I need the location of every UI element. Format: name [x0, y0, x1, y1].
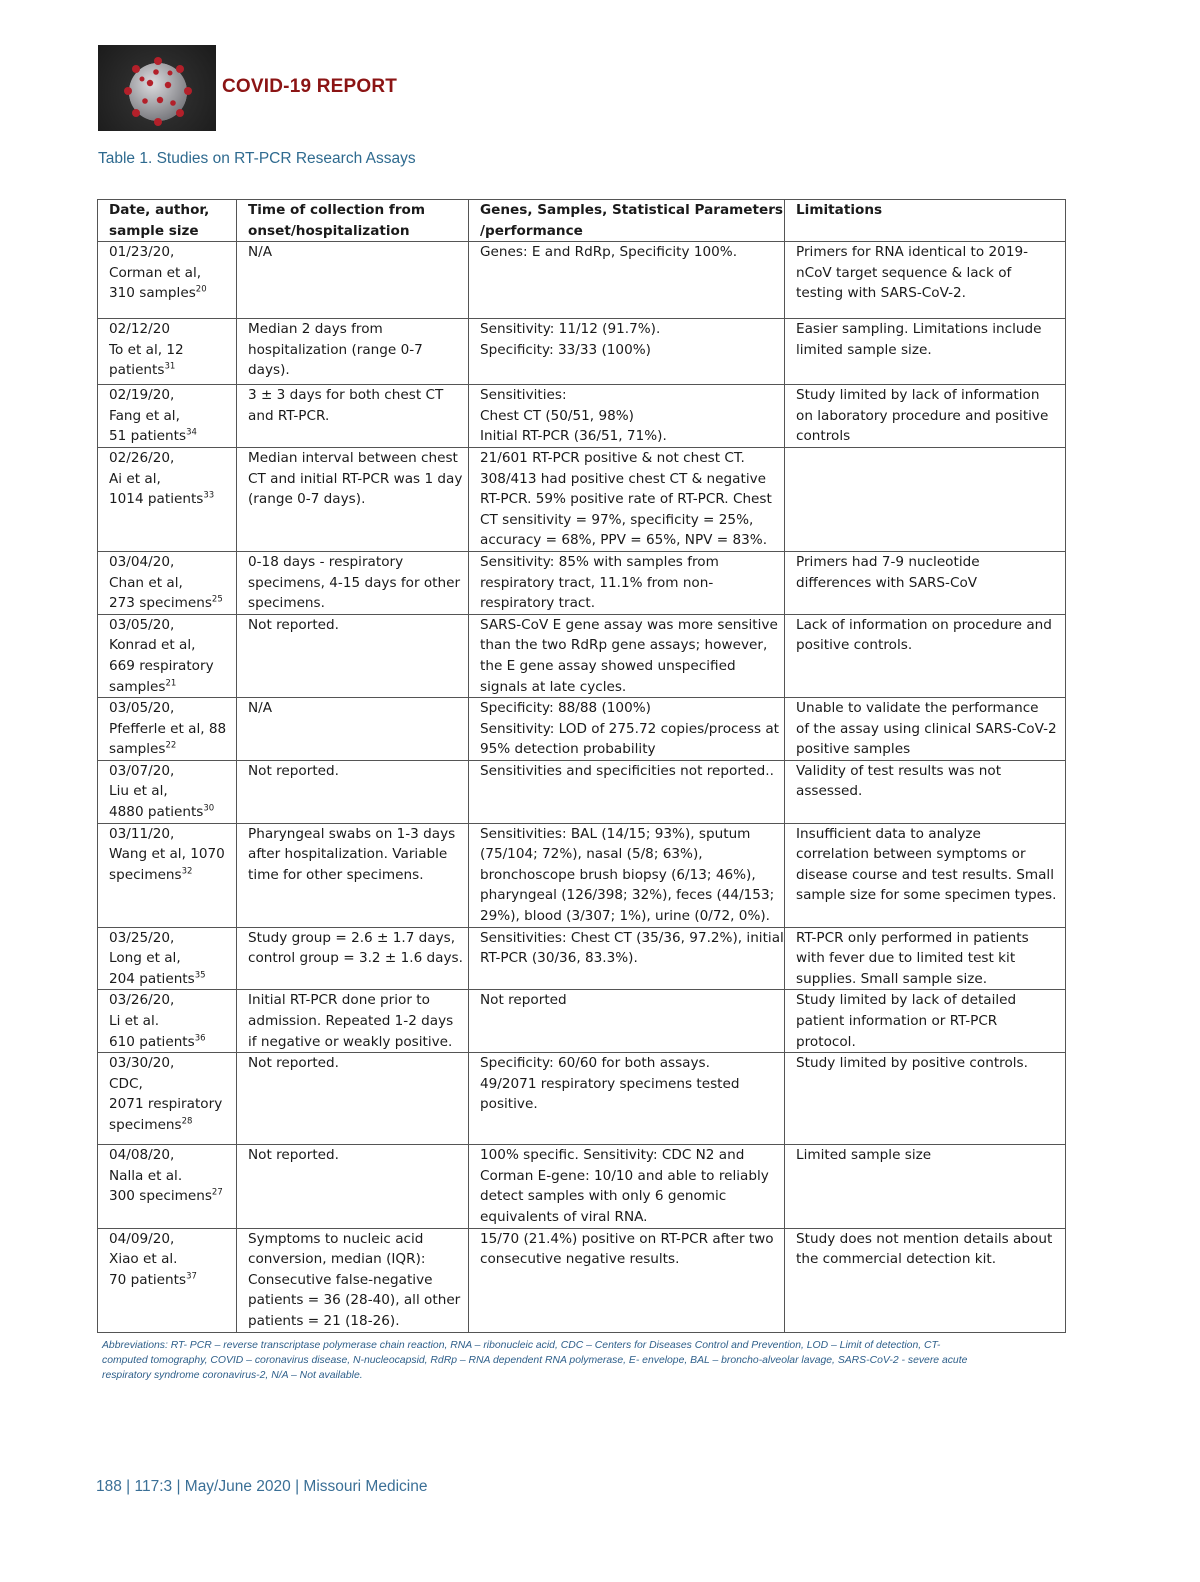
cell-line: 04/08/20,	[109, 1147, 175, 1164]
cell-line: Long et al,	[109, 950, 181, 967]
table-cell	[469, 698, 785, 761]
cell-line: control group = 3.2 ± 1.6 days.	[248, 950, 463, 967]
table-cell	[785, 823, 1066, 927]
reference-superscript: 36	[194, 1033, 206, 1044]
cell-line: 3 ± 3 days for both chest CT	[248, 387, 444, 404]
cell-line: 03/04/20,	[109, 553, 175, 570]
cell-line: 273 specimens$^{25}$	[109, 594, 223, 612]
cell-line: Insufficient data to analyze	[796, 825, 981, 842]
table-cell	[785, 385, 1066, 448]
cell-line: Validity of test results was not	[796, 762, 1002, 779]
cell-line: CT sensitivity = 97%, specificity = 25%,	[480, 511, 754, 528]
cell-line: 03/11/20,	[109, 825, 175, 842]
cell-line: Study group = 2.6 ± 1.7 days,	[248, 929, 456, 946]
header-line: sample size	[109, 222, 199, 239]
cell-line: with fever due to limited test kit	[796, 950, 1016, 967]
table-cell	[237, 447, 469, 551]
cell-line: Xiao et al.	[109, 1251, 178, 1268]
cell-line: 04/09/20,	[109, 1230, 175, 1247]
coronavirus-image	[98, 45, 216, 131]
cell-line: N/A	[248, 244, 273, 261]
table-cell	[785, 242, 1066, 319]
cell-line: Nalla et al.	[109, 1167, 183, 1184]
table-row	[98, 1053, 1066, 1145]
cell-line: Sensitivities: Chest CT (35/36, 97.2%), initial	[480, 929, 784, 946]
cell-line: 03/05/20,	[109, 616, 175, 633]
cell-line: Limited sample size	[796, 1147, 932, 1164]
table-cell	[785, 698, 1066, 761]
cell-line: 01/23/20,	[109, 244, 175, 261]
cell-line: specimens$^{28}$	[109, 1116, 193, 1133]
table-cell	[237, 823, 469, 927]
table-cell	[237, 242, 469, 319]
cell-line: Not reported.	[248, 1055, 339, 1072]
table-cell	[98, 385, 237, 448]
cell-line: days).	[248, 362, 290, 379]
cell-line: Sensitivity: 85% with samples from	[480, 553, 719, 570]
table-cell	[237, 927, 469, 990]
cell-line: Specificity: 88/88 (100%)	[480, 700, 651, 717]
table-cell	[237, 1145, 469, 1228]
cell-line: 4880 patients$^{30}$	[109, 803, 215, 821]
cell-line: detect samples with only 6 genomic	[480, 1188, 727, 1205]
table-body	[98, 242, 1066, 1332]
cell-line: Lack of information on procedure and	[796, 616, 1052, 633]
cell-line: Sensitivities and specificities not reported..	[480, 762, 774, 779]
table-cell	[98, 698, 237, 761]
table-row	[98, 823, 1066, 927]
cell-line: accuracy = 68%, PPV = 65%, NPV = 83%.	[480, 532, 768, 549]
table-cell	[237, 760, 469, 823]
cell-line: 610 patients$^{36}$	[109, 1033, 206, 1050]
table-cell	[469, 319, 785, 385]
table-cell	[98, 990, 237, 1053]
cell-line: positive controls.	[796, 637, 913, 654]
cell-line: Initial RT-PCR (36/51, 71%).	[480, 428, 667, 445]
cell-line: Primers for RNA identical to 2019-	[796, 244, 1029, 261]
cell-line: 308/413 had positive chest CT & negative	[480, 470, 767, 487]
table-row	[98, 698, 1066, 761]
cell-line: pharyngeal (126/398; 32%), feces (44/153;	[480, 887, 775, 904]
cell-line: Li et al.	[109, 1013, 160, 1029]
table-cell	[469, 385, 785, 448]
cell-line: 49/2071 respiratory specimens tested	[480, 1075, 740, 1092]
cell-line: Study limited by positive controls.	[796, 1055, 1028, 1072]
cell-line: limited sample size.	[796, 341, 932, 358]
cell-line: Chest CT (50/51, 98%)	[480, 407, 634, 424]
reference-superscript: 20	[195, 284, 207, 295]
cell-line: bronchoscope brush biopsy (6/13; 46%),	[480, 866, 756, 883]
cell-line: Corman E-gene: 10/10 and able to reliably	[480, 1167, 769, 1184]
cell-line: (75/104; 72%), nasal (5/8; 63%),	[480, 846, 703, 863]
cell-line: Pharyngeal swabs on 1-3 days	[248, 825, 456, 842]
cell-line: Symptoms to nucleic acid	[248, 1230, 424, 1247]
table-cell	[98, 1145, 237, 1228]
cell-line: 0-18 days - respiratory	[248, 553, 404, 570]
cell-line: specimens.	[248, 595, 325, 612]
cell-line: samples$^{21}$	[109, 677, 177, 695]
cell-line: RT-PCR (30/36, 83.3%).	[480, 950, 638, 967]
cell-line: disease course and test results. Small	[796, 866, 1054, 883]
table-cell	[785, 614, 1066, 697]
cell-line: 300 specimens$^{27}$	[109, 1187, 223, 1205]
table-cell	[469, 1053, 785, 1145]
cell-line: Study does not mention details about	[796, 1230, 1053, 1247]
cell-line: Chan et al,	[109, 574, 183, 591]
reference-superscript: 27	[211, 1187, 223, 1198]
cell-line: RT-PCR. 59% positive rate of RT-PCR. Chest	[480, 491, 772, 508]
table-cell	[785, 927, 1066, 990]
cell-line: nCoV target sequence & lack of	[796, 264, 1012, 281]
table-cell	[785, 760, 1066, 823]
cell-line: Study limited by lack of detailed	[796, 992, 1017, 1009]
table-header-row	[98, 200, 1066, 242]
cell-line: 21/601 RT-PCR positive & not chest CT.	[480, 449, 745, 466]
table-row	[98, 551, 1066, 614]
table-cell	[237, 990, 469, 1053]
cell-line: 15/70 (21.4%) positive on RT-PCR after two	[480, 1230, 774, 1247]
table-row	[98, 447, 1066, 551]
table-cell	[98, 823, 237, 927]
cell-line: of the assay using clinical SARS-CoV-2	[796, 720, 1057, 737]
table-cell	[98, 242, 237, 319]
abbreviation-line: computed tomography, COVID – coronavirus disease, N-nucleocapsid, RdRp – RNA dependent RNA polymerase, E- envelope, BAL – broncho-alveolar lavage, SARS-CoV-2 - severe acute	[102, 1354, 968, 1366]
cell-line: the E gene assay showed unspecified	[480, 657, 736, 674]
table-cell	[785, 319, 1066, 385]
cell-line: 29%), blood (3/307; 1%), urine (0/72, 0%).	[480, 908, 770, 925]
header-line: Time of collection from	[248, 202, 426, 218]
cell-line: Initial RT-PCR done prior to	[248, 992, 430, 1009]
cell-line: protocol.	[796, 1033, 856, 1050]
cell-line: specimens, 4-15 days for other	[248, 574, 461, 591]
cell-line: 70 patients$^{37}$	[109, 1271, 197, 1288]
cell-line: 204 patients$^{35}$	[109, 970, 206, 987]
table-cell	[785, 1053, 1066, 1145]
cell-line: on laboratory procedure and positive	[796, 407, 1049, 424]
cell-line: Sensitivity: LOD of 275.72 copies/process at	[480, 720, 780, 737]
table-cell	[237, 1053, 469, 1145]
cell-line: supplies. Small sample size.	[796, 970, 988, 987]
cell-line: To et al, 12	[109, 341, 184, 358]
reference-superscript: 22	[165, 740, 177, 751]
cell-line: 03/05/20,	[109, 700, 175, 717]
cell-line: Corman et al,	[109, 264, 202, 281]
cell-line: Specificity: 60/60 for both assays.	[480, 1055, 710, 1072]
cell-line: Wang et al, 1070	[109, 846, 225, 863]
cell-line: Fang et al,	[109, 407, 180, 424]
cell-line: Genes: E and RdRp, Specificity 100%.	[480, 244, 738, 261]
cell-line: patients$^{31}$	[109, 361, 176, 379]
cell-line: CT and initial RT-PCR was 1 day	[248, 470, 463, 487]
table-cell	[469, 927, 785, 990]
cell-line: time for other specimens.	[248, 866, 424, 883]
table-cell	[785, 1145, 1066, 1228]
cell-line: 669 respiratory	[109, 657, 214, 674]
reference-superscript: 21	[165, 677, 177, 688]
table-caption: Table 1. Studies on RT-PCR Research Assays	[98, 150, 416, 167]
cell-line: 03/30/20,	[109, 1055, 175, 1072]
table-cell	[469, 1145, 785, 1228]
reference-superscript: 33	[203, 490, 215, 501]
table-cell	[785, 551, 1066, 614]
cell-line: 2071 respiratory	[109, 1096, 223, 1113]
table-cell	[98, 760, 237, 823]
header-line: Limitations	[796, 202, 883, 218]
cell-line: 51 patients$^{34}$	[109, 427, 197, 445]
table-cell	[469, 990, 785, 1053]
cell-line: testing with SARS-CoV-2.	[796, 285, 966, 302]
cell-line: SARS-CoV E gene assay was more sensitive	[480, 616, 778, 633]
table-row	[98, 1228, 1066, 1332]
table-cell	[98, 319, 237, 385]
cell-line: 95% detection probability	[480, 741, 656, 758]
table-cell	[98, 551, 237, 614]
cell-line: admission. Repeated 1-2 days	[248, 1013, 454, 1029]
cell-line: Ai et al,	[109, 470, 161, 487]
cell-line: respiratory tract, 11.1% from non-	[480, 574, 714, 591]
table-cell	[237, 1228, 469, 1332]
table-cell	[785, 447, 1066, 551]
column-header	[98, 200, 237, 242]
cell-line: Study limited by lack of information	[796, 387, 1040, 404]
table-cell	[98, 1053, 237, 1145]
cell-line: conversion, median (IQR):	[248, 1251, 426, 1268]
table-row	[98, 927, 1066, 990]
cell-line: patient information or RT-PCR	[796, 1013, 998, 1029]
cell-line: 02/19/20,	[109, 387, 175, 404]
cell-line: 310 samples$^{20}$	[109, 284, 207, 302]
header-line: Date, author,	[109, 202, 210, 218]
cell-line: 1014 patients$^{33}$	[109, 490, 215, 508]
cell-line: Not reported.	[248, 762, 339, 779]
cell-line: consecutive negative results.	[480, 1251, 680, 1268]
reference-superscript: 30	[203, 803, 215, 814]
column-header	[237, 200, 469, 242]
studies-table	[97, 199, 1066, 1333]
cell-line: correlation between symptoms or	[796, 846, 1026, 863]
cell-line: Liu et al,	[109, 783, 168, 800]
cell-line: RT-PCR only performed in patients	[796, 929, 1029, 946]
cell-line: positive samples	[796, 741, 911, 758]
cell-line: 02/26/20,	[109, 449, 175, 466]
cell-line: specimens$^{32}$	[109, 866, 193, 883]
table-cell	[237, 319, 469, 385]
cell-line: Sensitivities:	[480, 387, 567, 404]
abbreviation-line: Abbreviations: RT- PCR – reverse transcriptase polymerase chain reaction, RNA – ribonucleic acid, CDC – Centers for Diseases Control and Prevention, LOD – Limit of detection, CT-	[102, 1340, 941, 1351]
cell-line: signals at late cycles.	[480, 678, 627, 695]
table-cell	[237, 385, 469, 448]
cell-line: Unable to validate the performance	[796, 700, 1039, 717]
cell-line: after hospitalization. Variable	[248, 846, 448, 863]
cell-line: Konrad et al,	[109, 637, 196, 654]
reference-superscript: 25	[211, 594, 223, 605]
cell-line: patients = 36 (28-40), all other	[248, 1292, 461, 1309]
reference-superscript: 31	[164, 361, 176, 372]
cell-line: Specificity: 33/33 (100%)	[480, 341, 651, 358]
table-cell	[98, 1228, 237, 1332]
cell-line: the commercial detection kit.	[796, 1251, 997, 1268]
table-row	[98, 760, 1066, 823]
cell-line: and RT-PCR.	[248, 407, 330, 424]
cell-line: assessed.	[796, 783, 863, 800]
table-cell	[98, 614, 237, 697]
table-row	[98, 1145, 1066, 1228]
reference-superscript: 28	[181, 1116, 193, 1127]
table-cell	[237, 698, 469, 761]
column-header	[469, 200, 785, 242]
table-cell	[469, 551, 785, 614]
cell-line: respiratory tract.	[480, 595, 596, 612]
cell-line: Primers had 7-9 nucleotide	[796, 553, 980, 570]
table-cell	[785, 1228, 1066, 1332]
table-cell	[98, 447, 237, 551]
cell-line: equivalents of viral RNA.	[480, 1208, 648, 1225]
table-row	[98, 385, 1066, 448]
cell-line: Sensitivities: BAL (14/15; 93%), sputum	[480, 825, 751, 842]
cell-line: Median 2 days from	[248, 321, 383, 338]
table-row	[98, 242, 1066, 319]
reference-superscript: 37	[186, 1271, 197, 1282]
cell-line: controls	[796, 428, 851, 445]
cell-line: patients = 21 (18-26).	[248, 1312, 400, 1329]
cell-line: Pfefferle et al, 88	[109, 720, 227, 737]
table-row	[98, 319, 1066, 385]
cell-line: than the two RdRp gene assays; however,	[480, 637, 768, 654]
header-line: Genes, Samples, Statistical Parameters	[480, 202, 784, 218]
cell-line: N/A	[248, 700, 273, 717]
table-cell	[237, 614, 469, 697]
reference-superscript: 34	[186, 427, 197, 438]
reference-superscript: 35	[194, 970, 206, 981]
table-cell	[469, 1228, 785, 1332]
table-row	[98, 990, 1066, 1053]
cell-line: samples$^{22}$	[109, 740, 177, 758]
table-cell	[469, 760, 785, 823]
page-footer: 188 | 117:3 | May/June 2020 | Missouri Medicine	[96, 1478, 428, 1495]
table-cell	[469, 614, 785, 697]
abbreviation-line: respiratory syndrome coronavirus-2, N/A – Not available.	[102, 1369, 363, 1381]
report-title: COVID-19 REPORT	[222, 76, 398, 97]
cell-line: Sensitivity: 11/12 (91.7%).	[480, 321, 661, 338]
header-line: onset/hospitalization	[248, 222, 410, 239]
cell-line: 03/25/20,	[109, 929, 175, 946]
abbreviations-note	[102, 1339, 1002, 1383]
cell-line: Consecutive false-negative	[248, 1271, 433, 1288]
table-cell	[237, 551, 469, 614]
cell-line: hospitalization (range 0-7	[248, 341, 423, 358]
cell-line: Not reported.	[248, 1147, 339, 1164]
table-cell	[469, 242, 785, 319]
cell-line: if negative or weakly positive.	[248, 1033, 453, 1050]
cell-line: positive.	[480, 1096, 538, 1113]
cell-line: Easier sampling. Limitations include	[796, 321, 1042, 338]
cell-line: differences with SARS-CoV	[796, 574, 978, 591]
table-cell	[785, 990, 1066, 1053]
cell-line: 03/26/20,	[109, 992, 175, 1009]
cell-line: Not reported	[480, 992, 567, 1009]
cell-line: 02/12/20	[109, 321, 171, 338]
table-cell	[469, 447, 785, 551]
reference-superscript: 32	[181, 866, 193, 877]
cell-line: (range 0-7 days).	[248, 491, 366, 508]
cell-line: CDC,	[109, 1075, 143, 1092]
header-line: /performance	[480, 222, 583, 239]
cell-line: 100% specific. Sensitivity: CDC N2 and	[480, 1147, 745, 1164]
cell-line: sample size for some specimen types.	[796, 887, 1057, 904]
table-row	[98, 614, 1066, 697]
cell-line: 03/07/20,	[109, 762, 175, 779]
cell-line: Not reported.	[248, 616, 339, 633]
column-header	[785, 200, 1066, 242]
cell-line: Median interval between chest	[248, 449, 458, 466]
table-cell	[98, 927, 237, 990]
table-cell	[469, 823, 785, 927]
